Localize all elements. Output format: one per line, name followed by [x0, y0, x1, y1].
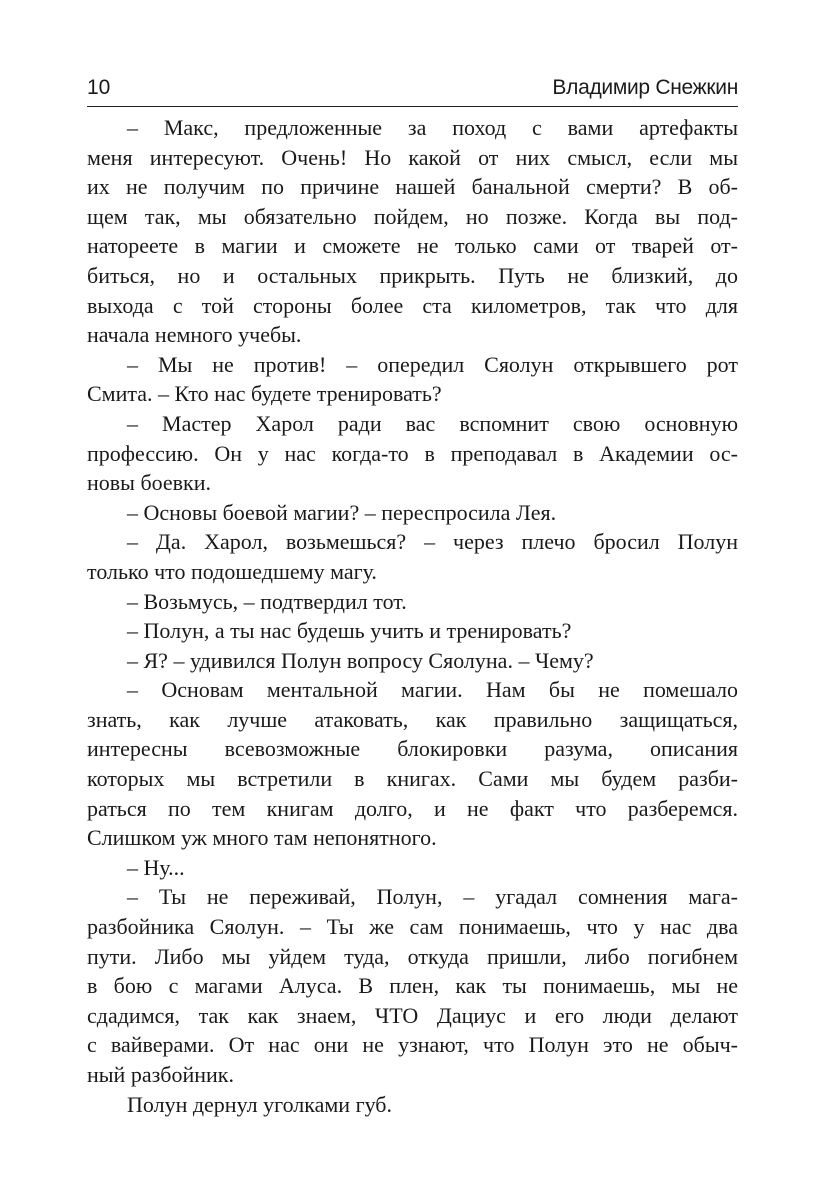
text-line: биться, но и остальных прикрыть. Путь не близкий, до	[87, 262, 738, 288]
text-line: – Мастер Харол ради вас вспомнит свою основную	[127, 410, 738, 436]
text-line: сдадимся, так как знаем, ЧТО Дациус и его люди делают	[87, 1002, 738, 1028]
paragraph	[87, 498, 738, 528]
text-line: – Полун, а ты нас будешь учить и тренировать?	[127, 618, 572, 644]
text-line: – Мы не против! – опередил Сяолун открывшего рот	[127, 351, 738, 377]
text-line: – Да. Харол, возьмешься? – через плечо бросил Полун	[127, 529, 738, 555]
text-line: Полун дернул уголками губ.	[127, 1091, 392, 1117]
paragraph	[87, 1090, 738, 1120]
paragraph	[87, 350, 738, 409]
text-line: Слишком уж много там непонятного.	[87, 825, 437, 851]
paragraph	[87, 675, 738, 853]
paragraph	[87, 409, 738, 498]
text-line: – Ну...	[127, 854, 185, 880]
paragraph	[87, 853, 738, 883]
text-line: только что подошедшему магу.	[87, 558, 377, 584]
paragraph	[87, 527, 738, 586]
text-line: выхода с той стороны более ста километров, так что для	[87, 292, 738, 318]
text-line: которых мы встретили в книгах. Сами мы будем разби-	[87, 766, 738, 792]
paragraph	[87, 882, 738, 1089]
text-line: профессию. Он у нас когда-то в преподавал в Академии ос-	[87, 440, 738, 466]
text-line: меня интересуют. Очень! Но какой от них смысл, если мы	[87, 144, 738, 170]
paragraph	[87, 113, 738, 350]
text-line: их не получим по причине нашей банальной смерти? В об-	[87, 174, 738, 200]
running-header	[87, 70, 738, 107]
text-line: – Возьмусь, – подтвердил тот.	[127, 588, 407, 614]
paragraph	[87, 587, 738, 617]
author-name: Владимир Снежкин	[552, 76, 738, 99]
paragraph	[87, 616, 738, 646]
text-line: Смита. – Кто нас будете тренировать?	[87, 381, 442, 407]
paragraph	[87, 646, 738, 676]
text-line: натореете в магии и сможете не только сами от тварей от-	[87, 233, 738, 259]
text-line: в бою с магами Алуса. В плен, как ты понимаешь, мы не	[87, 973, 738, 999]
text-line: раться по тем книгам долго, и не факт что разберемся.	[87, 795, 738, 821]
page-number: 10	[87, 76, 111, 99]
text-line: – Основам ментальной магии. Нам бы не помешало	[127, 677, 738, 703]
text-line: пути. Либо мы уйдем туда, откуда пришли, либо погибнем	[87, 943, 738, 969]
text-line: – Основы боевой магии? – переспросила Лея.	[127, 499, 557, 525]
text-line: знать, как лучше атаковать, как правильно защищаться,	[87, 706, 738, 732]
text-line: щем так, мы обязательно пойдем, но позже. Когда вы под-	[87, 203, 738, 229]
text-line: разбойника Сяолун. – Ты же сам понимаешь, что у нас два	[87, 914, 738, 940]
page-body	[87, 113, 738, 1119]
text-line: ный разбойник.	[87, 1062, 234, 1087]
text-line: – Ты не переживай, Полун, – угадал сомнения мага-	[127, 884, 738, 910]
text-line: новы боевки.	[87, 470, 212, 496]
text-line: – Макс, предложенные за поход с вами артефакты	[127, 115, 738, 140]
text-line: интересны всевозможные блокировки разума, описания	[87, 736, 738, 762]
text-line: начала немного учебы.	[87, 322, 302, 348]
text-line: с вайверами. От нас они не узнают, что Полун это не обыч-	[87, 1032, 738, 1058]
text-line: – Я? – удивился Полун вопросу Сяолуна. – Чему?	[127, 647, 594, 673]
